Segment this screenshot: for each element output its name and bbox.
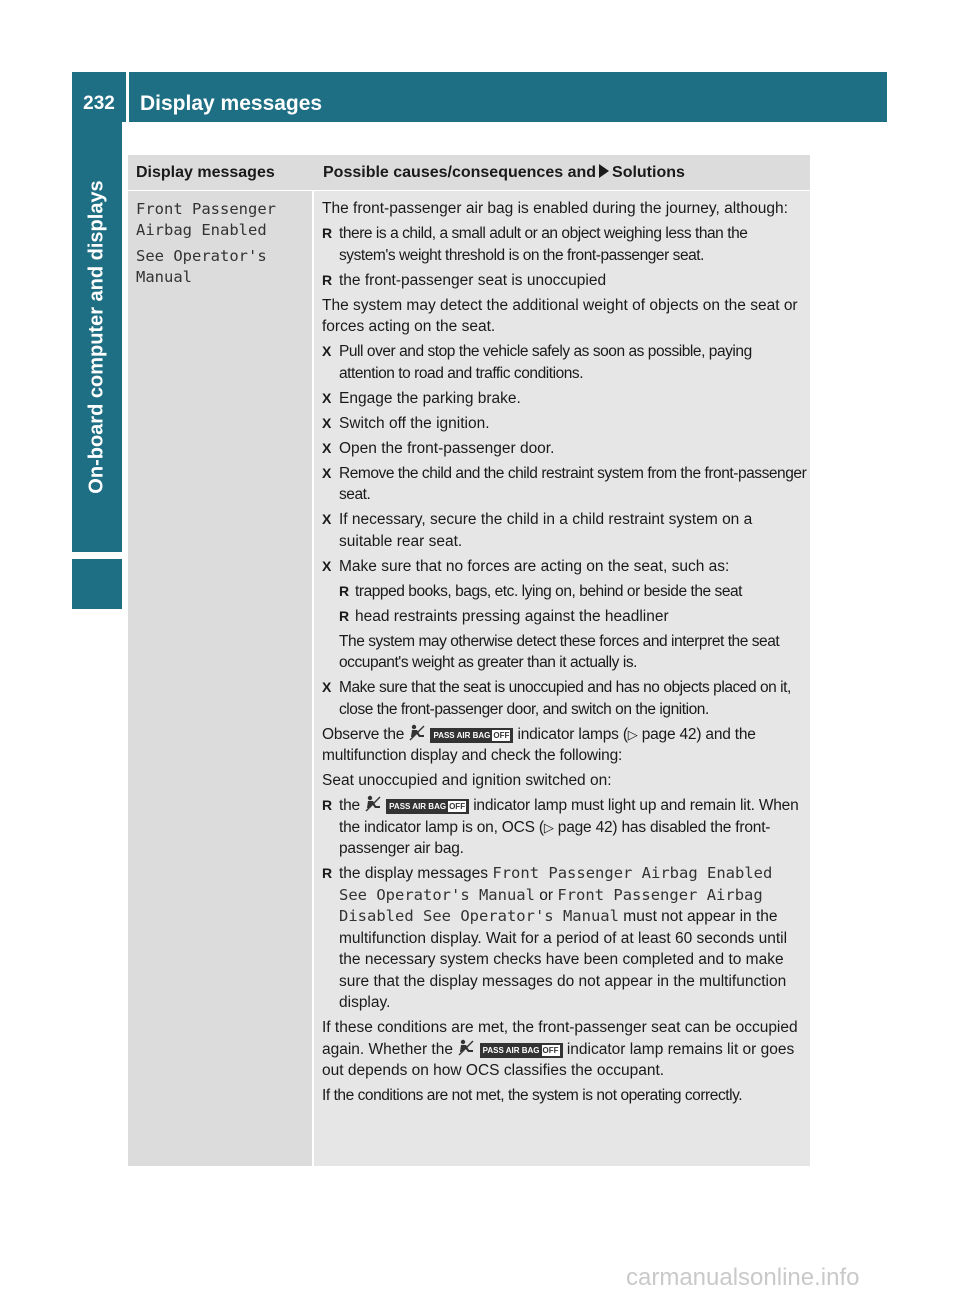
page-number: 232 [83,93,115,114]
seat-occupant-icon [408,724,426,742]
pass-air-bag-off-icon: PASS AIR BAG OFF [386,799,469,814]
intro-text: The front-passenger air bag is enabled during the journey, although: [322,200,788,217]
sub-item: R head restraints pressing against the headliner [339,607,669,625]
table-header [128,155,810,190]
sub-item: R trapped books, bags, etc. lying on, behind or beside the seat [339,582,743,600]
page-title: Display messages [140,92,323,115]
system-note: The system may detect the additional weight of objects on the seat or forces acting on the seat. [322,296,798,335]
page-reference[interactable]: page 42 [641,725,697,743]
observe-text: Observe the PASS AIR BAG OFF indicator lamps (▷ page 42) and the multifunction display and check the following: [322,725,756,764]
pass-air-bag-off-icon: PASS AIR BAG OFF [430,728,513,743]
display-message-inline: Front Passenger Airbag Enabled See Operator's Manual [339,864,773,904]
condition-item: R the PASS AIR BAG OFF indicator lamp must light up and remain lit. When the indicator lamp is on, OCS (▷ page 42) has disabled the front-passenger air bag. [322,797,799,857]
final-text: If the conditions are not met, the system is not operating correctly. [322,1087,743,1104]
seat-occupant-icon [364,795,382,813]
header-divider [126,72,129,122]
seat-occupant-icon [457,1039,475,1057]
step-item: X Engage the parking brake. [322,389,521,407]
step-item: X Make sure that no forces are acting on the seat, such as: [322,557,730,575]
cause-item: R there is a child, a small adult or an object weighing less than the system's weight threshold is on the front-passenger seat. [322,225,748,264]
condition-title: Seat unoccupied and ignition switched on: [322,772,612,789]
step-item: X If necessary, secure the child in a child restraint system on a suitable rear seat. [322,511,753,550]
condition-item: R the display messages Front Passenger Airbag Enabled See Operator's Manual or Front Passenger Airbag Disabled See Operator's Manual must not appear in the multifunction display. Wait for a period of at least 60 seconds until the necessary system checks have been completed and to make sure that the display messages do not appear in the multifunction display. [322,864,788,1011]
column-header-messages: Display messages [136,164,275,181]
step-item: X Remove the child and the child restraint system from the front-passenger seat. [322,464,807,503]
result-text: If these conditions are met, the front-passenger seat can be occupied again. Whether the PASS AIR BAG OFF indicator lamp remains lit or goes out depends on how OCS classifies the occupant. [322,1019,798,1079]
pass-air-bag-off-icon: PASS AIR BAG OFF [480,1043,563,1058]
step-item: X Pull over and stop the vehicle safely as soon as possible, paying attention to road and traffic conditions. [322,343,752,382]
cause-item: R the front-passenger seat is unoccupied [322,271,607,289]
watermark: carmanualsonline.info [626,1264,860,1291]
display-message: Front Passenger Airbag Enabled See Operator's Manual [136,200,276,286]
step-item: X Make sure that the seat is unoccupied and has no objects placed on it, close the front-passenger door, and switch on the ignition. [322,679,791,718]
message-cell [128,191,312,1166]
arrow-right-icon [599,164,609,178]
column-header-solutions: Possible causes/consequences and Solutions [323,164,685,181]
solution-text [322,198,807,1110]
step-note: The system may otherwise detect these forces and interpret the seat occupant's weight as greater than it actually is. [339,632,780,671]
page-ref-arrow-icon: ▷ [627,726,638,742]
section-marker [72,559,122,609]
display-message-inline: Front Passenger Airbag Disabled See Operator's Manual [339,885,763,925]
section-label: On-board computer and displays [85,180,108,494]
page-reference[interactable]: page 42 [557,818,613,836]
step-item: X Open the front-passenger door. [322,439,555,457]
page-ref-arrow-icon: ▷ [543,819,554,835]
step-item: X Switch off the ignition. [322,414,490,432]
solution-cell [314,191,810,1166]
